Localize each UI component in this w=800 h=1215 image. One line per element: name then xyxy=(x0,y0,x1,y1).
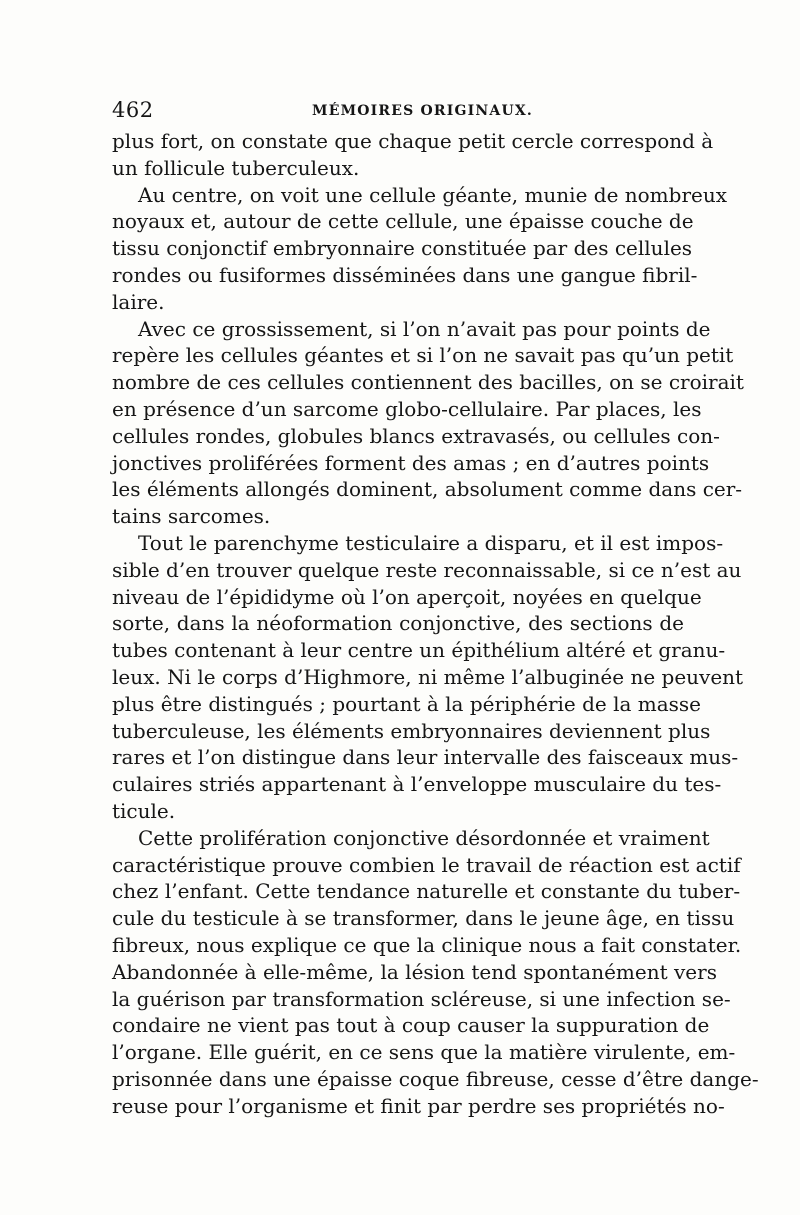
text-line: leux. Ni le corps d’Highmore, ni même l’albuginée ne peuvent xyxy=(112,664,744,689)
text-line: sorte, dans la néoformation conjonctive, des sections de xyxy=(112,611,684,636)
text-line: tissu conjonctif embryonnaire constituée par des cellules xyxy=(112,236,693,261)
text-line: Avec ce grossissement, si l’on n’avait pas pour points de xyxy=(138,316,711,341)
text-line: niveau de l’épididyme où l’on aperçoit, noyées en quelque xyxy=(112,584,702,609)
text-line: sible d’en trouver quelque reste reconnaissable, si ce n’est au xyxy=(112,557,742,582)
text-line: rares et l’on distingue dans leur intervalle des faisceaux mus- xyxy=(112,745,739,770)
paragraph xyxy=(112,182,728,316)
text-line: tains sarcomes. xyxy=(112,504,271,529)
text-line: tuberculeuse, les éléments embryonnaires deviennent plus xyxy=(112,718,711,743)
paragraph xyxy=(112,128,714,182)
text-line: plus être distingués ; pourtant à la périphérie de la masse xyxy=(112,691,702,716)
text-line: tubes contenant à leur centre un épithélium altéré et granu- xyxy=(112,638,726,663)
text-line: un follicule tuberculeux. xyxy=(112,155,360,180)
text-line: caractéristique prouve combien le travail de réaction est actif xyxy=(112,852,741,877)
text-line: Abandonnée à elle-même, la lésion tend spontanément vers xyxy=(112,959,717,984)
text-line: l’organe. Elle guérit, en ce sens que la matière virulente, em- xyxy=(112,1040,736,1065)
body-text xyxy=(112,128,759,1119)
text-line: reuse pour l’organisme et finit par perdre ses propriétés no- xyxy=(112,1093,725,1118)
text-line: Cette prolifération conjonctive désordonnée et vraiment xyxy=(138,825,710,850)
text-line: la guérison par transformation scléreuse, si une infection se- xyxy=(112,986,731,1011)
paragraph xyxy=(112,825,759,1120)
text-line: prisonnée dans une épaisse coque fibreuse, cesse d’être dange- xyxy=(112,1066,759,1091)
text-line: chez l’enfant. Cette tendance naturelle et constante du tuber- xyxy=(112,879,741,904)
text-line: laire. xyxy=(112,289,165,314)
text-line: cule du testicule à se transformer, dans le jeune âge, en tissu xyxy=(112,906,735,931)
text-line: ticule. xyxy=(112,798,176,823)
text-line: fibreux, nous explique ce que la clinique nous a fait constater. xyxy=(112,932,742,957)
text-line: repère les cellules géantes et si l’on ne savait pas qu’un petit xyxy=(112,343,734,368)
text-line: condaire ne vient pas tout à coup causer la suppuration de xyxy=(112,1013,710,1038)
page-number: 462 xyxy=(112,98,154,122)
page-header xyxy=(112,98,682,128)
text-line: jonctives proliférées forment des amas ; en d’autres points xyxy=(112,450,710,475)
text-line: Au centre, on voit une cellule géante, munie de nombreux xyxy=(138,182,728,207)
running-title: MÉMOIRES ORIGINAUX. xyxy=(312,103,533,119)
text-line: rondes ou fusiformes disséminées dans une gangue fibril- xyxy=(112,262,698,287)
paragraph xyxy=(112,530,744,825)
text-line: cellules rondes, globules blancs extravasés, ou cellules con- xyxy=(112,423,720,448)
text-line: Tout le parenchyme testiculaire a disparu, et il est impos- xyxy=(138,530,724,555)
text-line: nombre de ces cellules contiennent des bacilles, on se croirait xyxy=(112,370,744,395)
text-line: plus fort, on constate que chaque petit cercle correspond à xyxy=(112,129,714,153)
text-line: noyaux et, autour de cette cellule, une épaisse couche de xyxy=(112,209,694,234)
paragraph xyxy=(112,316,744,530)
text-line: culaires striés appartenant à l’enveloppe musculaire du tes- xyxy=(112,772,722,797)
text-line: en présence d’un sarcome globo-cellulaire. Par places, les xyxy=(112,396,702,421)
text-line: les éléments allongés dominent, absolument comme dans cer- xyxy=(112,477,743,502)
